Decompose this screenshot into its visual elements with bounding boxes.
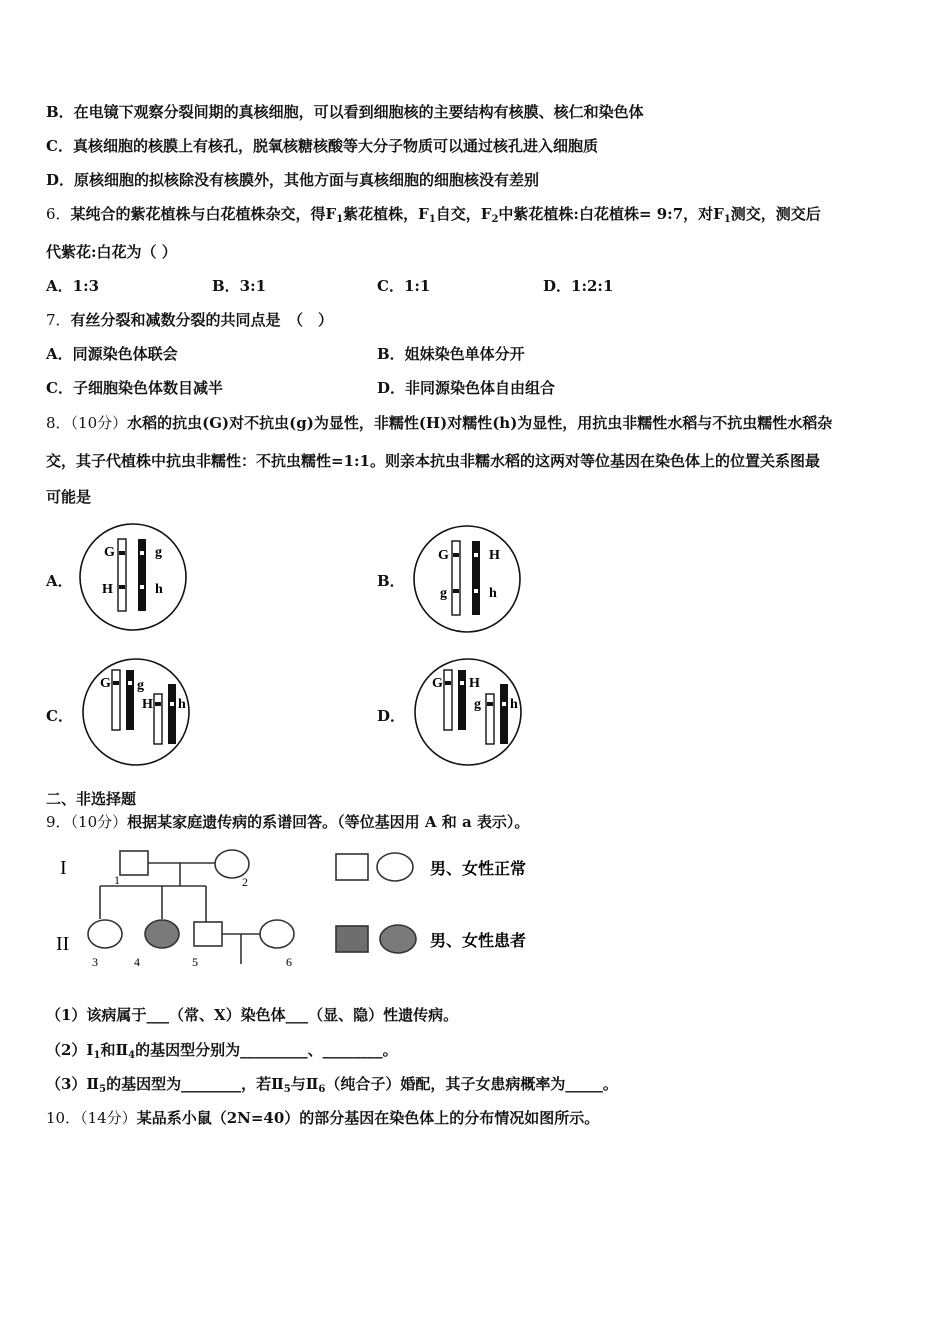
q8-option-c-diagram: [82, 656, 194, 768]
legend-male-normal-icon: [336, 854, 368, 880]
q8-stem-line1: 8．（10分）水稻的抗虫(G)对不抗虫(g)为显性，非糯性(H)对糯性(h)为显性，用抗虫非糯性水稻与不抗虫糯性水稻杂: [46, 414, 833, 432]
q5-option-b: B．在电镜下观察分裂间期的真核细胞，可以看到细胞核的主要结构有核膜、核仁和染色体: [46, 103, 644, 121]
legend-female-affected-icon: [380, 925, 416, 953]
q7-stem: 7．有丝分裂和减数分裂的共同点是 （ ）: [46, 311, 334, 329]
gene-h-recessive: h: [178, 697, 186, 712]
q9-stem: 9．（10分）根据某家庭遗传病的系谱回答。（等位基因用 A 和 a 表示）。: [46, 813, 530, 831]
individual-ii4-female-affected: [145, 920, 179, 948]
gene-g-dominant: G: [438, 548, 449, 563]
individual-i1-male-normal: [120, 851, 148, 875]
gene-h-dominant: H: [469, 676, 480, 691]
q9-sub-question-1: （1）该病属于___（常、X）染色体___（显、隐）性遗传病。: [46, 1006, 459, 1024]
legend-male-affected-icon: [336, 926, 368, 952]
q5-option-d: D．原核细胞的拟核除没有核膜外，其他方面与真核细胞的细胞核没有差别: [46, 171, 540, 189]
q5-option-c: C．真核细胞的核膜上有核孔，脱氧核糖核酸等大分子物质可以通过核孔进入细胞质: [46, 137, 598, 155]
q9-sub-question-3: $(3)Ⅱ_5$的基因型为________，若$Ⅱ_5$与$Ⅱ_6$（纯合子）婚配，其子女患病概率为_____。: [46, 1075, 618, 1095]
legend-affected-label: 男、女性患者: [430, 931, 527, 950]
number-6: 6: [286, 955, 292, 969]
q6-stem-line2: 代紫花:白花为（ ）: [46, 243, 177, 261]
q9-sub-question-2: $(2)Ⅰ_1$和$Ⅱ_4$的基因型分别为_________、________。: [46, 1041, 398, 1061]
q10-stem: 10．（14分）某品系小鼠（2N=40）的部分基因在染色体上的分布情况如图所示。: [46, 1109, 600, 1127]
q8-option-b-label: B．: [377, 572, 405, 590]
gene-g-dominant: G: [104, 545, 115, 560]
gene-g-recessive: g: [474, 697, 481, 712]
gene-g-dominant: G: [100, 676, 111, 691]
gene-h-recessive: h: [155, 582, 163, 597]
number-2: 2: [242, 875, 248, 889]
q7-option-b: B．姐妹染色单体分开: [377, 345, 525, 363]
section-title: 二、非选择题: [46, 790, 137, 808]
q8-option-a-diagram: [80, 521, 190, 631]
gene-g-recessive: g: [155, 545, 162, 560]
gene-h-recessive: h: [489, 586, 497, 601]
q8-option-b-diagram: [414, 523, 524, 633]
q6-stem-line1: 6．某纯合的紫花植株与白花植株杂交，得$F_1$紫花植株，$F_1$自交，$F_2$中紫花植株:白花植株= 9:7，对$F_1$测交，测交后: [46, 205, 821, 225]
q8-option-d-label: D．: [377, 707, 406, 725]
q7-option-c: C．子细胞染色体数目减半: [46, 379, 223, 397]
q8-option-c-label: C．: [46, 707, 73, 725]
q6-option-d: D．1:2:1: [543, 277, 614, 295]
gene-h-dominant: H: [489, 548, 500, 563]
number-1: 1: [114, 873, 120, 887]
q7-option-d: D．非同源染色体自由组合: [377, 379, 556, 397]
number-5: 5: [192, 955, 198, 969]
gene-h-recessive: h: [510, 697, 518, 712]
q7-option-a: A．同源染色体联会: [46, 345, 178, 363]
q8-stem-line2: 交，其子代植株中抗虫非糯性：不抗虫糯性=1:1。则亲本抗虫非糯水稻的这两对等位基因在染色体上的位置关系图最: [46, 452, 820, 470]
gene-g-recessive: g: [440, 586, 447, 601]
q6-option-b: B．3:1: [212, 277, 267, 295]
gene-g-recessive: g: [137, 678, 144, 693]
q6-option-a: A．1:3: [46, 277, 100, 295]
individual-ii6-female-normal: [260, 920, 294, 948]
gene-g-dominant: G: [432, 676, 443, 691]
q6-option-c: C．1:1: [377, 277, 431, 295]
q8-stem-line3: 可能是: [46, 488, 92, 506]
number-3: 3: [92, 955, 98, 969]
individual-i2-female-normal: [215, 850, 249, 878]
legend-female-normal-icon: [377, 853, 413, 881]
generation-1-label: I: [60, 857, 67, 879]
individual-ii3-female-normal: [88, 920, 122, 948]
individual-ii5-male-normal: [194, 922, 222, 946]
gene-h-dominant: H: [142, 697, 153, 712]
q9-pedigree: [56, 842, 576, 972]
q8-option-d-diagram: [414, 656, 526, 768]
q8-option-a-label: A．: [46, 572, 73, 590]
gene-h-dominant: H: [102, 582, 113, 597]
number-4: 4: [134, 955, 140, 969]
generation-2-label: II: [56, 933, 70, 955]
legend-normal-label: 男、女性正常: [430, 859, 527, 878]
